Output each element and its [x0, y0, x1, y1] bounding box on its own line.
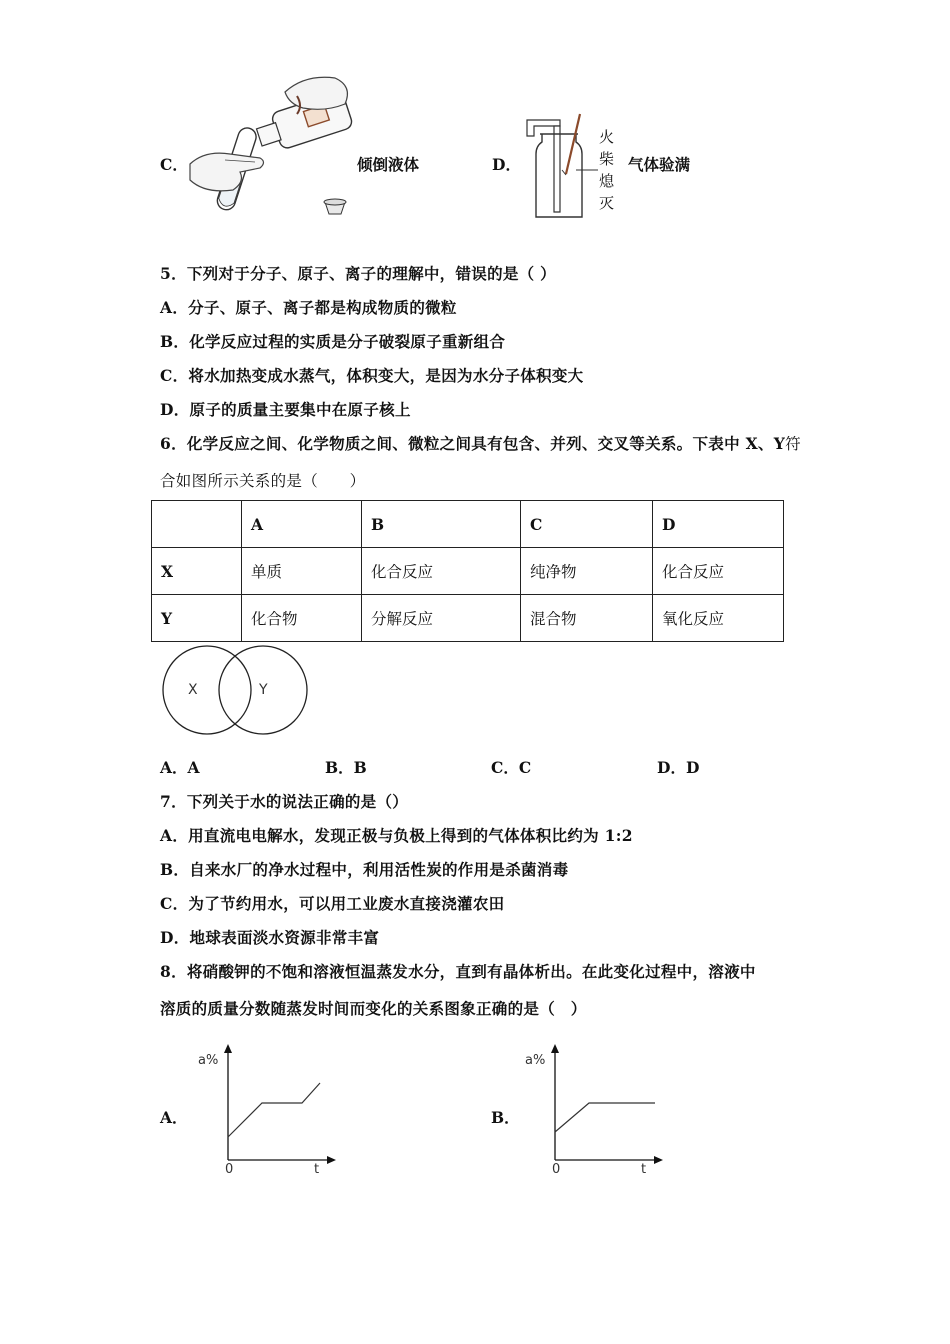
- q8-stem-line2: 溶质的质量分数随蒸发时间而变化的关系图象正确的是（ ）: [160, 999, 587, 1018]
- venn-diagram: [155, 643, 320, 738]
- q7-stem: 7．下列关于水的说法正确的是（）: [160, 792, 409, 811]
- graph-b-label: B．: [491, 1108, 520, 1127]
- graph-b: [517, 1042, 667, 1177]
- table-cell: 单质: [242, 548, 362, 595]
- y-axis-label: a%: [198, 1053, 219, 1068]
- option-c-caption: 倾倒液体: [357, 155, 420, 174]
- option-d-caption: 气体验满: [628, 155, 691, 174]
- option-d-label: D．: [492, 155, 521, 174]
- pouring-liquid-illustration: [185, 72, 360, 222]
- graph-b-curve: [555, 1103, 655, 1132]
- table-header-cell: A: [242, 501, 362, 548]
- table-row: [152, 548, 784, 595]
- table-header-cell: C: [521, 501, 653, 548]
- x-axis-arrow: [327, 1156, 336, 1164]
- table-header-cell: D: [653, 501, 784, 548]
- q6-stem-line1-tail: 符: [785, 435, 801, 453]
- q7-option-a: A．用直流电电解水，发现正极与负极上得到的气体体积比约为 1:2: [160, 826, 633, 845]
- table-row: [152, 595, 784, 642]
- table-header-cell: B: [362, 501, 521, 548]
- q7-option-c: C．为了节约用水，可以用工业废水直接浇灌农田: [160, 894, 505, 913]
- venn-circle-x: [163, 646, 251, 734]
- q6-stem-line2: 合如图所示关系的是（ ）: [160, 472, 366, 490]
- pointer-line: [576, 165, 600, 175]
- y-axis-arrow: [224, 1044, 232, 1053]
- q6-stem-line1-bold: 6．化学反应之间、化学物质之间、微粒之间具有包含、并列、交叉等关系。下表中 X、Y: [160, 434, 786, 453]
- q6-answer-c: C．C: [491, 758, 532, 777]
- q7-option-d: D．地球表面淡水资源非常丰富: [160, 928, 380, 947]
- x-axis-label: t: [314, 1162, 320, 1177]
- x-axis-label: t: [641, 1162, 647, 1177]
- q6-stem-line1: [160, 432, 801, 454]
- x-axis-arrow: [654, 1156, 663, 1164]
- table-cell: 混合物: [521, 595, 653, 642]
- side-char: 熄: [599, 172, 615, 190]
- side-char: 灭: [599, 194, 615, 212]
- origin-label: 0: [552, 1162, 561, 1177]
- option-c-label: C．: [160, 155, 188, 174]
- venn-label-x: X: [188, 682, 198, 698]
- q6-answer-d: D．D: [657, 758, 700, 777]
- q5-option-d: D．原子的质量主要集中在原子核上: [160, 400, 411, 419]
- table-row-label: X: [152, 548, 242, 595]
- table-cell: 化合反应: [653, 548, 784, 595]
- q6-answer-b: B．B: [325, 758, 367, 777]
- y-axis-label: a%: [525, 1053, 546, 1068]
- graph-a-curve: [228, 1083, 320, 1137]
- q7-option-b: B．自来水厂的净水过程中，利用活性炭的作用是杀菌消毒: [160, 860, 569, 879]
- y-axis-arrow: [551, 1044, 559, 1053]
- table-cell: 化合物: [242, 595, 362, 642]
- table-cell: 分解反应: [362, 595, 521, 642]
- q5-option-b: B．化学反应过程的实质是分子破裂原子重新组合: [160, 332, 506, 351]
- q5-option-c: C．将水加热变成水蒸气，体积变大，是因为水分子体积变大: [160, 366, 584, 385]
- q6-table: [151, 500, 784, 642]
- venn-label-y: Y: [259, 682, 268, 698]
- table-cell: 化合反应: [362, 548, 521, 595]
- table-cell: [152, 501, 242, 548]
- table-cell: 氧化反应: [653, 595, 784, 642]
- table-cell: 纯净物: [521, 548, 653, 595]
- side-char: 柴: [599, 150, 615, 168]
- q6-answer-a: A．A: [160, 758, 200, 777]
- graph-a-label: A．: [160, 1108, 188, 1127]
- q8-stem-line1: 8．将硝酸钾的不饱和溶液恒温蒸发水分，直到有晶体析出。在此变化过程中，溶液中: [160, 962, 756, 981]
- match-extinguished-vertical-text: [599, 126, 615, 214]
- table-row-label: Y: [152, 595, 242, 642]
- origin-label: 0: [225, 1162, 234, 1177]
- q5-stem: 5．下列对于分子、原子、离子的理解中，错误的是（ ）: [160, 264, 556, 283]
- graph-a: [190, 1042, 340, 1177]
- q5-option-a: A．分子、原子、离子都是构成物质的微粒: [160, 298, 457, 317]
- side-char: 火: [599, 128, 615, 146]
- table-header-row: [152, 501, 784, 548]
